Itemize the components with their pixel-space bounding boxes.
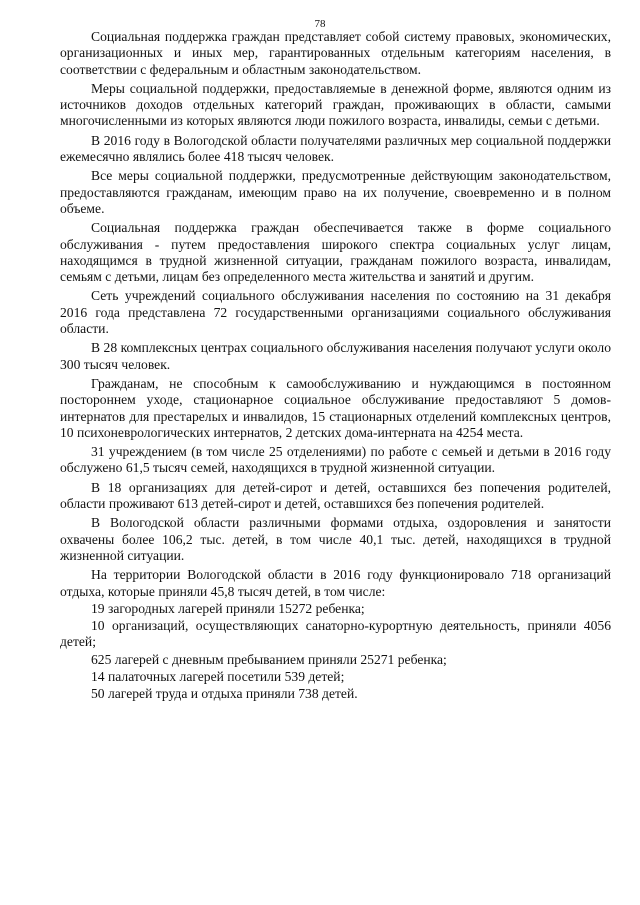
- page-number: 78: [314, 18, 326, 30]
- paragraph: 31 учреждением (в том числе 25 отделениями) по работе с семьей и детьми в 2016 году обслужено 61,5 тысяч семей, находящихся в трудной жизненной ситуации.: [60, 444, 611, 476]
- paragraph: Меры социальной поддержки, предоставляемые в денежной форме, являются одним из источников доходов отдельных категорий граждан, проживающих в области, самыми многочисленными из которых являются люди пожилого возраста, инвалиды, семьи с детьми.: [60, 80, 611, 129]
- paragraph: Все меры социальной поддержки, предусмотренные действующим законодательством, предоставляются гражданам, имеющим право на их получение, своевременно и в полном объеме.: [60, 168, 611, 216]
- paragraph: Сеть учреждений социального обслуживания населения по состоянию на 31 декабря 2016 года представлена 72 государственными организациями социального обслуживания области.: [60, 288, 611, 337]
- paragraph: Гражданам, не способным к самообслуживанию и нуждающимся в постоянном постороннем уходе, стационарное социальное обслуживание предоставляют 5 домов-интернатов для престарелых и инвалидов, 15 стационарных отделений комплексных центров, 10 психоневрологических интернатов, 2 детских дома-интерната на 4254 места.: [60, 375, 611, 440]
- list-item: 19 загородных лагерей приняли 15272 ребенка;: [91, 600, 365, 616]
- list-item: 14 палаточных лагерей посетили 539 детей;: [91, 668, 345, 684]
- list-item: 625 лагерей с дневным пребыванием приняли 25271 ребенка;: [91, 651, 447, 667]
- paragraph: В 18 организациях для детей-сирот и детей, оставшихся без попечения родителей, области проживают 613 детей-сирот и детей, оставшихся без попечения родителей.: [60, 479, 611, 512]
- paragraph: В 28 комплексных центрах социального обслуживания населения получают услуги около 300 тысяч человек.: [60, 340, 611, 372]
- paragraph: На территории Вологодской области в 2016 году функционировало 718 организаций отдыха, которые приняли 45,8 тысяч детей, в том числе:: [60, 567, 611, 599]
- list-item: 10 организаций, осуществляющих санаторно-курортную деятельность, приняли 4056 детей;: [60, 618, 611, 650]
- paragraph: В Вологодской области различными формами отдыха, оздоровления и занятости охвачены более 106,2 тыс. детей, в том числе 40,1 тыс. детей, находящихся в трудной жизненной ситуации.: [60, 515, 611, 563]
- paragraph: Социальная поддержка граждан представляет собой систему правовых, экономических, организационных и иных мер, гарантированных отдельным категориям населения, в соответствии с федеральным и областным законодательством.: [60, 29, 611, 77]
- document-body: [60, 29, 611, 704]
- paragraph: В 2016 году в Вологодской области получателями различных мер социальной поддержки ежемесячно являлись более 418 тысяч человек.: [60, 132, 611, 165]
- list-item: 50 лагерей труда и отдыха приняли 738 детей.: [91, 686, 358, 702]
- paragraph: Социальная поддержка граждан обеспечивается также в форме социального обслуживания - путем предоставления широкого спектра социальных услуг лицам, находящимся в трудной жизненной ситуации, гражданам пожилого возраста, инвалидам, семьям с детьми, лицам без определенного места жительства и занятий и другим.: [60, 220, 611, 285]
